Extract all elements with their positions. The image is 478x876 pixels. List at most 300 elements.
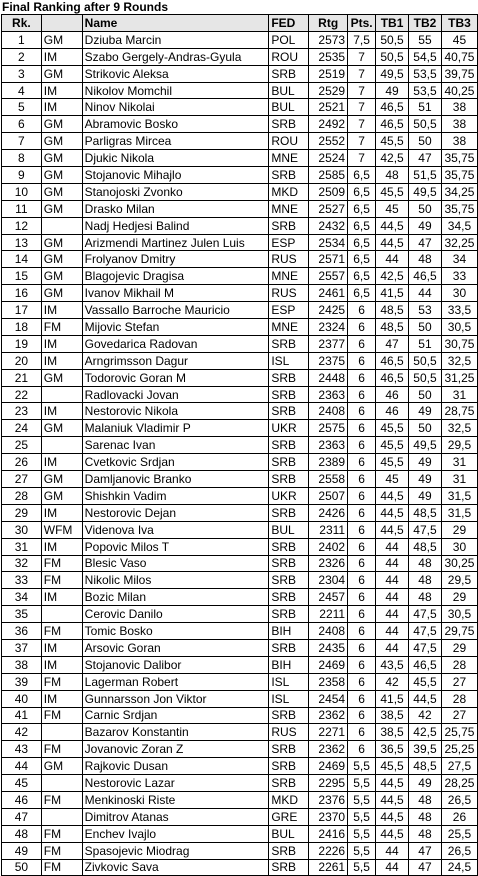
cell-fed: SRB xyxy=(269,116,309,133)
cell-rank: 24 xyxy=(2,420,42,437)
cell-name: Drasko Milan xyxy=(82,200,269,217)
table-row xyxy=(2,65,478,82)
cell-title: GM xyxy=(41,420,82,437)
cell-points: 6 xyxy=(348,403,376,420)
cell-fed: SRB xyxy=(269,217,309,234)
cell-title: IM xyxy=(41,538,82,555)
cell-name: Szabo Gergely-Andras-Gyula xyxy=(82,48,269,65)
cell-title xyxy=(41,606,82,623)
cell-title: GM xyxy=(41,150,82,167)
cell-tb1: 41,5 xyxy=(376,285,409,302)
cell-tb1: 50,5 xyxy=(376,31,409,48)
cell-name: Menkinoski Riste xyxy=(82,791,269,808)
cell-name: Nestorovic Lazar xyxy=(82,775,269,792)
cell-fed: ISL xyxy=(269,352,309,369)
cell-tb1: 44,5 xyxy=(376,825,409,842)
cell-fed: SRB xyxy=(269,369,309,386)
cell-points: 5,5 xyxy=(348,758,376,775)
cell-rating: 2408 xyxy=(309,403,348,420)
cell-title: FM xyxy=(41,673,82,690)
cell-points: 6 xyxy=(348,538,376,555)
cell-tb1: 44 xyxy=(376,538,409,555)
cell-title: FM xyxy=(41,319,82,336)
cell-rating: 2519 xyxy=(309,65,348,82)
cell-rank: 44 xyxy=(2,758,42,775)
cell-points: 7 xyxy=(348,48,376,65)
cell-tb2: 44 xyxy=(409,285,442,302)
table-header-row xyxy=(2,15,478,32)
cell-rank: 40 xyxy=(2,690,42,707)
cell-rank: 39 xyxy=(2,673,42,690)
table-row xyxy=(2,48,478,65)
cell-tb3: 29,75 xyxy=(441,623,477,640)
table-row xyxy=(2,352,478,369)
cell-rank: 45 xyxy=(2,775,42,792)
cell-tb2: 50 xyxy=(409,386,442,403)
cell-fed: SRB xyxy=(269,454,309,471)
cell-tb3: 27,5 xyxy=(441,758,477,775)
cell-tb1: 44 xyxy=(376,623,409,640)
cell-rank: 4 xyxy=(2,82,42,99)
cell-tb1: 46 xyxy=(376,403,409,420)
cell-tb3: 35,75 xyxy=(441,167,477,184)
cell-tb1: 45,5 xyxy=(376,758,409,775)
header-rating: Rtg xyxy=(309,15,348,32)
cell-title: FM xyxy=(41,859,82,876)
cell-tb1: 44 xyxy=(376,572,409,589)
table-row xyxy=(2,420,478,437)
cell-tb1: 45,5 xyxy=(376,437,409,454)
cell-rank: 41 xyxy=(2,707,42,724)
cell-tb1: 44,5 xyxy=(376,487,409,504)
cell-fed: MNE xyxy=(269,268,309,285)
cell-title: GM xyxy=(41,268,82,285)
cell-tb2: 50,5 xyxy=(409,116,442,133)
cell-title xyxy=(41,437,82,454)
cell-rank: 27 xyxy=(2,471,42,488)
table-row xyxy=(2,217,478,234)
cell-title xyxy=(41,386,82,403)
cell-points: 6 xyxy=(348,487,376,504)
cell-rating: 2521 xyxy=(309,99,348,116)
cell-points: 6 xyxy=(348,623,376,640)
cell-rank: 35 xyxy=(2,606,42,623)
cell-tb3: 32,5 xyxy=(441,420,477,437)
cell-points: 5,5 xyxy=(348,775,376,792)
cell-tb3: 29,5 xyxy=(441,437,477,454)
cell-fed: SRB xyxy=(269,606,309,623)
table-row xyxy=(2,707,478,724)
table-row xyxy=(2,437,478,454)
cell-tb3: 34,5 xyxy=(441,217,477,234)
cell-name: Mijovic Stefan xyxy=(82,319,269,336)
cell-tb2: 51 xyxy=(409,335,442,352)
cell-name: Popovic Milos T xyxy=(82,538,269,555)
cell-rank: 42 xyxy=(2,724,42,741)
cell-tb1: 46,5 xyxy=(376,99,409,116)
cell-tb3: 32,5 xyxy=(441,352,477,369)
cell-rating: 2362 xyxy=(309,741,348,758)
cell-rating: 2425 xyxy=(309,302,348,319)
cell-points: 6 xyxy=(348,606,376,623)
cell-tb3: 34,25 xyxy=(441,183,477,200)
cell-tb1: 46,5 xyxy=(376,116,409,133)
cell-rating: 2552 xyxy=(309,133,348,150)
cell-title xyxy=(41,808,82,825)
cell-fed: SRB xyxy=(269,842,309,859)
table-row xyxy=(2,150,478,167)
cell-name: Carnic Srdjan xyxy=(82,707,269,724)
cell-name: Stojanovic Dalibor xyxy=(82,656,269,673)
cell-title: GM xyxy=(41,116,82,133)
cell-tb2: 50,5 xyxy=(409,352,442,369)
cell-title: GM xyxy=(41,487,82,504)
cell-rank: 8 xyxy=(2,150,42,167)
cell-name: Vassallo Barroche Mauricio xyxy=(82,302,269,319)
cell-tb2: 50,5 xyxy=(409,369,442,386)
cell-rating: 2529 xyxy=(309,82,348,99)
cell-tb2: 48 xyxy=(409,825,442,842)
table-row xyxy=(2,504,478,521)
cell-tb3: 28,75 xyxy=(441,403,477,420)
cell-rating: 2535 xyxy=(309,48,348,65)
cell-fed: SRB xyxy=(269,758,309,775)
cell-tb3: 45 xyxy=(441,31,477,48)
cell-tb3: 27 xyxy=(441,673,477,690)
cell-fed: SRB xyxy=(269,167,309,184)
cell-fed: UKR xyxy=(269,487,309,504)
cell-name: Gunnarsson Jon Viktor xyxy=(82,690,269,707)
cell-points: 7 xyxy=(348,116,376,133)
cell-tb1: 46,5 xyxy=(376,369,409,386)
cell-tb3: 28 xyxy=(441,690,477,707)
cell-fed: MKD xyxy=(269,183,309,200)
cell-tb2: 50 xyxy=(409,200,442,217)
cell-name: Strikovic Aleksa xyxy=(82,65,269,82)
cell-fed: SRB xyxy=(269,572,309,589)
cell-rank: 26 xyxy=(2,454,42,471)
cell-tb1: 44,5 xyxy=(376,504,409,521)
cell-points: 6 xyxy=(348,724,376,741)
cell-tb3: 33,5 xyxy=(441,302,477,319)
cell-tb1: 45,5 xyxy=(376,420,409,437)
cell-fed: SRB xyxy=(269,65,309,82)
header-tb1: TB1 xyxy=(376,15,409,32)
cell-tb3: 29 xyxy=(441,639,477,656)
cell-tb2: 47,5 xyxy=(409,606,442,623)
cell-name: Cerovic Danilo xyxy=(82,606,269,623)
table-row xyxy=(2,335,478,352)
cell-rating: 2389 xyxy=(309,454,348,471)
cell-tb2: 48,5 xyxy=(409,758,442,775)
cell-fed: SRB xyxy=(269,775,309,792)
cell-points: 6,5 xyxy=(348,200,376,217)
cell-title: IM xyxy=(41,48,82,65)
cell-tb2: 49 xyxy=(409,403,442,420)
table-row xyxy=(2,775,478,792)
cell-fed: SRB xyxy=(269,707,309,724)
cell-tb2: 55 xyxy=(409,31,442,48)
cell-rating: 2402 xyxy=(309,538,348,555)
cell-title: IM xyxy=(41,352,82,369)
table-row xyxy=(2,82,478,99)
cell-tb2: 51,5 xyxy=(409,167,442,184)
cell-rating: 2557 xyxy=(309,268,348,285)
cell-points: 6 xyxy=(348,369,376,386)
cell-rating: 2469 xyxy=(309,758,348,775)
table-row xyxy=(2,791,478,808)
cell-rating: 2408 xyxy=(309,623,348,640)
cell-fed: SRB xyxy=(269,403,309,420)
cell-tb2: 48,5 xyxy=(409,504,442,521)
cell-tb1: 44 xyxy=(376,606,409,623)
cell-fed: SRB xyxy=(269,386,309,403)
cell-tb3: 25,5 xyxy=(441,825,477,842)
cell-points: 6,5 xyxy=(348,217,376,234)
cell-name: Spasojevic Miodrag xyxy=(82,842,269,859)
cell-rank: 36 xyxy=(2,623,42,640)
cell-tb2: 45,5 xyxy=(409,673,442,690)
cell-name: Nikolov Momchil xyxy=(82,82,269,99)
cell-fed: ISL xyxy=(269,673,309,690)
cell-name: Nestorovic Nikola xyxy=(82,403,269,420)
cell-tb3: 26 xyxy=(441,808,477,825)
cell-title: GM xyxy=(41,369,82,386)
cell-name: Ivanov Mikhail M xyxy=(82,285,269,302)
cell-tb1: 45,5 xyxy=(376,183,409,200)
cell-points: 6,5 xyxy=(348,251,376,268)
cell-tb2: 49,5 xyxy=(409,183,442,200)
cell-tb2: 49,5 xyxy=(409,437,442,454)
cell-name: Rajkovic Dusan xyxy=(82,758,269,775)
table-row xyxy=(2,825,478,842)
cell-name: Stanojoski Zvonko xyxy=(82,183,269,200)
table-row xyxy=(2,673,478,690)
cell-points: 6 xyxy=(348,555,376,572)
cell-fed: GRE xyxy=(269,808,309,825)
cell-rating: 2457 xyxy=(309,589,348,606)
cell-tb2: 51 xyxy=(409,99,442,116)
table-row xyxy=(2,285,478,302)
cell-name: Dziuba Marcin xyxy=(82,31,269,48)
cell-rating: 2377 xyxy=(309,335,348,352)
cell-tb2: 47 xyxy=(409,859,442,876)
cell-points: 7,5 xyxy=(348,31,376,48)
cell-rank: 21 xyxy=(2,369,42,386)
cell-fed: ISL xyxy=(269,690,309,707)
cell-tb1: 48,5 xyxy=(376,319,409,336)
cell-name: Lagerman Robert xyxy=(82,673,269,690)
table-row xyxy=(2,555,478,572)
cell-name: Ninov Nikolai xyxy=(82,99,269,116)
cell-points: 6 xyxy=(348,572,376,589)
table-row xyxy=(2,623,478,640)
header-name: Name xyxy=(82,15,269,32)
cell-rank: 48 xyxy=(2,825,42,842)
cell-rating: 2370 xyxy=(309,808,348,825)
cell-fed: ROU xyxy=(269,133,309,150)
cell-tb1: 44 xyxy=(376,251,409,268)
cell-tb1: 45 xyxy=(376,471,409,488)
cell-title: FM xyxy=(41,707,82,724)
cell-fed: ROU xyxy=(269,48,309,65)
table-row xyxy=(2,758,478,775)
cell-tb3: 31,25 xyxy=(441,369,477,386)
cell-rating: 2295 xyxy=(309,775,348,792)
cell-tb1: 50,5 xyxy=(376,48,409,65)
cell-points: 6 xyxy=(348,437,376,454)
cell-fed: RUS xyxy=(269,251,309,268)
cell-fed: MKD xyxy=(269,791,309,808)
header-tb2: TB2 xyxy=(409,15,442,32)
cell-points: 7 xyxy=(348,99,376,116)
cell-rating: 2585 xyxy=(309,167,348,184)
table-row xyxy=(2,572,478,589)
table-row xyxy=(2,200,478,217)
table-row xyxy=(2,31,478,48)
cell-tb1: 42 xyxy=(376,673,409,690)
cell-tb1: 43,5 xyxy=(376,656,409,673)
cell-rating: 2363 xyxy=(309,437,348,454)
cell-tb3: 40,25 xyxy=(441,82,477,99)
cell-name: Zivkovic Sava xyxy=(82,859,269,876)
cell-tb2: 53,5 xyxy=(409,65,442,82)
table-row xyxy=(2,403,478,420)
cell-fed: RUS xyxy=(269,724,309,741)
cell-tb3: 29,5 xyxy=(441,572,477,589)
cell-tb2: 47,5 xyxy=(409,521,442,538)
cell-tb3: 39,75 xyxy=(441,65,477,82)
cell-rating: 2524 xyxy=(309,150,348,167)
cell-tb3: 30 xyxy=(441,538,477,555)
cell-name: Todorovic Goran M xyxy=(82,369,269,386)
table-row xyxy=(2,167,478,184)
header-rank: Rk. xyxy=(2,15,42,32)
cell-title: IM xyxy=(41,302,82,319)
cell-rating: 2376 xyxy=(309,791,348,808)
cell-tb2: 46,5 xyxy=(409,268,442,285)
cell-rank: 37 xyxy=(2,639,42,656)
cell-points: 6 xyxy=(348,454,376,471)
cell-tb1: 44,5 xyxy=(376,521,409,538)
cell-rating: 2271 xyxy=(309,724,348,741)
cell-name: Cvetkovic Srdjan xyxy=(82,454,269,471)
cell-rating: 2534 xyxy=(309,234,348,251)
cell-points: 7 xyxy=(348,133,376,150)
cell-rank: 25 xyxy=(2,437,42,454)
cell-points: 5,5 xyxy=(348,842,376,859)
cell-title xyxy=(41,724,82,741)
cell-name: Parligras Mircea xyxy=(82,133,269,150)
cell-tb1: 45,5 xyxy=(376,454,409,471)
cell-tb3: 26,5 xyxy=(441,791,477,808)
cell-rank: 30 xyxy=(2,521,42,538)
cell-tb2: 47 xyxy=(409,234,442,251)
cell-name: Bozic Milan xyxy=(82,589,269,606)
cell-rating: 2324 xyxy=(309,319,348,336)
cell-title: FM xyxy=(41,825,82,842)
cell-points: 6 xyxy=(348,420,376,437)
cell-title: WFM xyxy=(41,521,82,538)
cell-fed: SRB xyxy=(269,639,309,656)
cell-tb2: 50 xyxy=(409,319,442,336)
cell-tb1: 44,5 xyxy=(376,791,409,808)
cell-points: 6,5 xyxy=(348,234,376,251)
cell-tb3: 38 xyxy=(441,99,477,116)
cell-rank: 29 xyxy=(2,504,42,521)
cell-fed: ESP xyxy=(269,234,309,251)
cell-fed: BUL xyxy=(269,82,309,99)
cell-points: 6 xyxy=(348,673,376,690)
cell-tb3: 30,5 xyxy=(441,319,477,336)
cell-points: 6,5 xyxy=(348,268,376,285)
cell-title: GM xyxy=(41,183,82,200)
cell-tb1: 45,5 xyxy=(376,133,409,150)
cell-points: 6 xyxy=(348,352,376,369)
cell-fed: BUL xyxy=(269,521,309,538)
table-row xyxy=(2,487,478,504)
cell-rank: 34 xyxy=(2,589,42,606)
cell-rank: 13 xyxy=(2,234,42,251)
cell-points: 5,5 xyxy=(348,825,376,842)
cell-name: Govedarica Radovan xyxy=(82,335,269,352)
cell-points: 6 xyxy=(348,589,376,606)
cell-name: Nadj Hedjesi Balind xyxy=(82,217,269,234)
cell-points: 6 xyxy=(348,690,376,707)
cell-tb3: 26,5 xyxy=(441,842,477,859)
cell-title: FM xyxy=(41,572,82,589)
cell-tb3: 40,75 xyxy=(441,48,477,65)
cell-title: GM xyxy=(41,758,82,775)
cell-tb3: 30,5 xyxy=(441,606,477,623)
cell-rank: 11 xyxy=(2,200,42,217)
cell-title: GM xyxy=(41,31,82,48)
cell-rank: 46 xyxy=(2,791,42,808)
table-row xyxy=(2,521,478,538)
cell-title xyxy=(41,217,82,234)
cell-points: 7 xyxy=(348,82,376,99)
cell-fed: MNE xyxy=(269,319,309,336)
cell-rating: 2573 xyxy=(309,31,348,48)
cell-rating: 2509 xyxy=(309,183,348,200)
cell-tb2: 47 xyxy=(409,842,442,859)
table-row xyxy=(2,369,478,386)
cell-name: Shishkin Vadim xyxy=(82,487,269,504)
cell-tb2: 48 xyxy=(409,791,442,808)
cell-tb2: 48 xyxy=(409,808,442,825)
cell-points: 5,5 xyxy=(348,791,376,808)
cell-name: Bazarov Konstantin xyxy=(82,724,269,741)
cell-name: Stojanovic Mihajlo xyxy=(82,167,269,184)
cell-rating: 2469 xyxy=(309,656,348,673)
table-row xyxy=(2,656,478,673)
table-row xyxy=(2,589,478,606)
cell-fed: ESP xyxy=(269,302,309,319)
cell-tb2: 48 xyxy=(409,589,442,606)
cell-name: Radlovacki Jovan xyxy=(82,386,269,403)
cell-tb3: 30,25 xyxy=(441,555,477,572)
table-row xyxy=(2,302,478,319)
cell-name: Arizmendi Martinez Julen Luis xyxy=(82,234,269,251)
cell-tb3: 31 xyxy=(441,454,477,471)
cell-name: Sarenac Ivan xyxy=(82,437,269,454)
cell-rank: 15 xyxy=(2,268,42,285)
table-row xyxy=(2,133,478,150)
cell-rank: 12 xyxy=(2,217,42,234)
cell-points: 6,5 xyxy=(348,183,376,200)
cell-tb3: 25,25 xyxy=(441,741,477,758)
cell-rating: 2211 xyxy=(309,606,348,623)
